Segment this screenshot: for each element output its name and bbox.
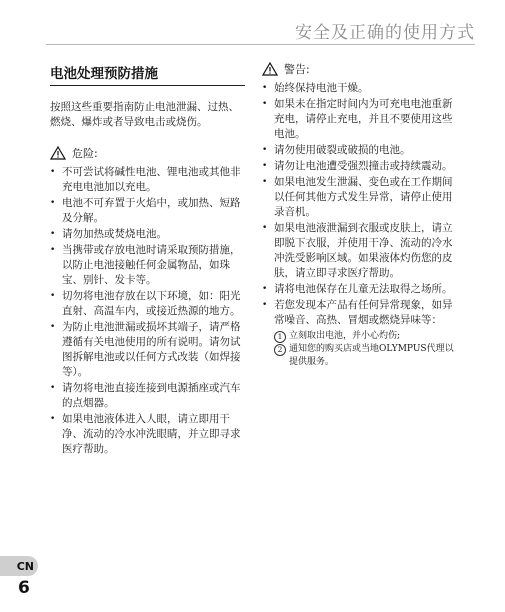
step-item [274,343,462,369]
warning-list [262,81,462,328]
step-number: 2 [274,344,286,356]
warning-triangle-icon [50,146,66,160]
danger-item: • 切勿将电池存放在以下环境，如：阳光直射、高温车内，或接近热源的地方。 [50,289,245,319]
warning-item: • 始终保持电池干燥。 [262,81,462,96]
danger-item: • 电池不可弃置于火焰中，或加热、短路及分解。 [50,196,245,226]
warning-item: • 若您发现本产品有任何异常现象，如异常噪音、高热、冒烟或燃烧异味等： [262,298,462,328]
step-text: 通知您的购买店或当地OLYMPUS代理以提供服务。 [289,344,454,367]
danger-list [50,165,245,457]
danger-item: • 当携带或存放电池时请采取预防措施，以防止电池接触任何金属物品，如珠宝、别针、发卡等。 [50,243,245,288]
header-divider [46,44,475,45]
left-column [50,60,245,458]
section-title: 电池处理预防措施 [50,62,245,86]
right-column [262,60,462,369]
warning-item: • 如果电池液泄漏到衣服或皮肤上，请立即脱下衣服，并使用干净、流动的冷水冲洗受影响区域。如果液体灼伤您的皮肤，请立即寻求医疗帮助。 [262,221,462,281]
page-number: 6 [18,578,30,598]
steps-list [274,330,462,369]
language-badge: CN [0,556,38,576]
danger-heading [50,144,245,162]
warning-item: • 请将电池保存在儿童无法取得之场所。 [262,282,462,297]
warning-item: • 如果未在指定时间内为可充电电池重新充电，请停止充电，并且不要使用这些电池。 [262,97,462,142]
danger-label: 危险: [72,147,98,160]
danger-item: • 请勿将电池直接连接到电源插座或汽车的点烟器。 [50,381,245,411]
warning-triangle-icon [262,62,278,76]
warning-item: • 如果电池发生泄漏、变色或在工作期间以任何其他方式发生异常，请停止使用录音机。 [262,175,462,220]
step-text: 立刻取出电池，并小心灼伤; [289,331,401,341]
warning-label: 警告: [284,63,310,76]
danger-item: • 不可尝试将碱性电池、锂电池或其他非充电电池加以充电。 [50,165,245,195]
warning-item: • 请勿让电池遭受强烈撞击或持续震动。 [262,159,462,174]
warning-item: • 请勿使用破裂或破损的电池。 [262,143,462,158]
warning-heading [262,60,462,78]
danger-item: • 如果电池液体进入人眼，请立即用干净、流动的冷水冲洗眼睛，并立即寻求医疗帮助。 [50,412,245,457]
danger-item: • 请勿加热或焚烧电池。 [50,227,245,242]
step-number: 1 [274,331,286,343]
header-title: 安全及正确的使用方式 [295,23,475,43]
intro-paragraph: 按照这些重要指南防止电池泄漏、过热、燃烧、爆炸或者导致电击或烧伤。 [50,101,239,128]
danger-item: • 为防止电池泄漏或损坏其端子，请严格遵循有关电池使用的所有说明。请勿试图拆解电池或以任何方式改装（如焊接等）。 [50,320,245,380]
step-item [274,330,462,343]
